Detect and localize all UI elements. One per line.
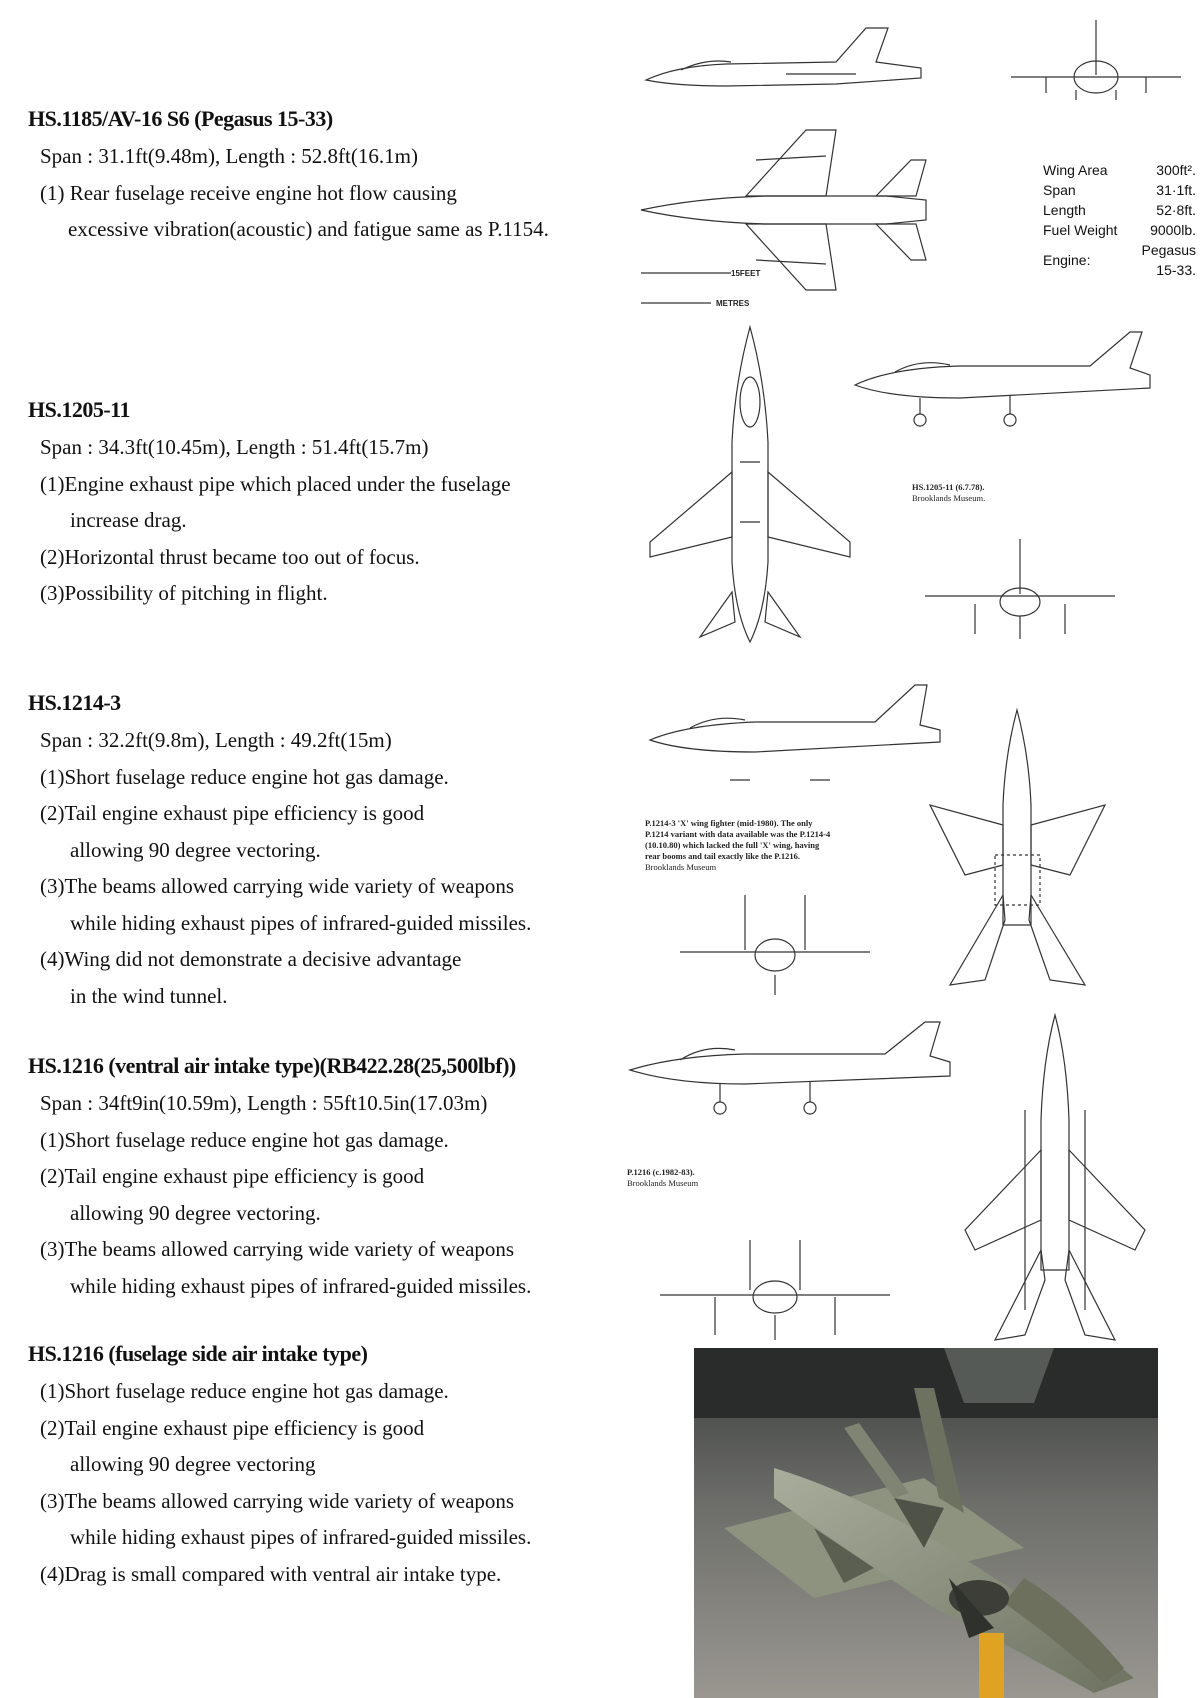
caption-line: P.1214-3 'X' wing fighter (mid-1980). The only bbox=[645, 818, 813, 828]
point-line: (3)The beams allowed carrying wide variety of weapons bbox=[40, 1488, 515, 1513]
section-title: HS.1205-11 bbox=[28, 397, 130, 422]
section-title: HS.1214-3 bbox=[28, 690, 121, 715]
point-line: (2)Tail engine exhaust pipe efficiency is good bbox=[40, 801, 425, 825]
point-line-continued: allowing 90 degree vectoring. bbox=[70, 837, 321, 862]
caption-line: rear booms and tail exactly like the P.1216. bbox=[645, 851, 800, 861]
point-line: (2)Tail engine exhaust pipe efficiency is good bbox=[40, 1164, 425, 1188]
aircraft-model-photo-image bbox=[694, 1348, 1158, 1698]
spec-row bbox=[1043, 180, 1196, 200]
section-title: HS.1216 (fuselage side air intake type) bbox=[28, 1341, 368, 1366]
section-hs1185 bbox=[28, 106, 628, 248]
spec-row bbox=[1043, 200, 1196, 220]
point-line: (1)Short fuselage reduce engine hot gas damage. bbox=[40, 1127, 449, 1152]
hs1216-front-view-drawing bbox=[655, 1235, 895, 1345]
caption-line: Brooklands Museum bbox=[645, 862, 717, 872]
spec-line: Span : 32.2ft(9.8m), Length : 49.2ft(15m) bbox=[40, 728, 392, 752]
section-title: HS.1216 (ventral air intake type)(RB422.28(25,500lbf)) bbox=[28, 1053, 516, 1078]
hs1216-caption bbox=[627, 1167, 698, 1189]
plan-view-wing-upper bbox=[746, 130, 836, 196]
hs1216-plan-view-drawing bbox=[955, 1010, 1155, 1350]
figure-hs1185-drawing bbox=[636, 10, 1196, 310]
spec-row bbox=[1043, 240, 1196, 280]
point-line: (3)The beams allowed carrying wide variety of weapons bbox=[40, 874, 515, 898]
point-line: (4)Wing did not demonstrate a decisive advantage bbox=[40, 947, 462, 971]
hs1205-caption bbox=[912, 482, 985, 504]
hs1214-caption bbox=[645, 818, 830, 873]
hs1216-model-photo bbox=[694, 1348, 1158, 1698]
hs1214-front-view-drawing bbox=[675, 890, 875, 1000]
point-line-continued: in the wind tunnel. bbox=[70, 983, 228, 1008]
hs1185-front-view-drawing bbox=[1006, 15, 1186, 105]
section-hs1214 bbox=[28, 690, 628, 1014]
figure-hs1205-drawing bbox=[640, 322, 1160, 652]
hs1216-side-view-drawing bbox=[625, 1020, 955, 1130]
hs1185-three-view-drawing bbox=[636, 10, 966, 310]
point-line-continued: increase drag. bbox=[70, 508, 187, 532]
point-line: (1)Short fuselage reduce engine hot gas damage. bbox=[40, 764, 449, 789]
caption-line: Brooklands Museum bbox=[627, 1178, 699, 1188]
spec-label: Fuel Weight bbox=[1043, 222, 1118, 238]
hs1214-plan-view-drawing bbox=[925, 705, 1110, 995]
plan-view-wing-lower bbox=[746, 224, 836, 290]
spec-line: Span : 34ft9in(10.59m), Length : 55ft10.5in(17.03m) bbox=[40, 1091, 488, 1115]
hs1185-spec-table bbox=[1043, 160, 1196, 280]
spec-value: 300ft². bbox=[1156, 162, 1196, 178]
section-hs1216-ventral bbox=[28, 1053, 628, 1304]
hs1205-side-view-drawing bbox=[850, 330, 1160, 440]
point-line: (1)Engine exhaust pipe which placed under the fuselage bbox=[40, 471, 511, 496]
spec-label: Engine: bbox=[1043, 252, 1091, 268]
point-line: (1)Short fuselage reduce engine hot gas damage. bbox=[40, 1379, 449, 1403]
point-line: (3)Possibility of pitching in flight. bbox=[40, 581, 328, 605]
hs1214-side-view-drawing bbox=[645, 680, 945, 795]
spec-label: Span bbox=[1043, 182, 1076, 198]
spec-value: 31·1ft. bbox=[1156, 182, 1196, 198]
caption-line: P.1214 variant with data available was the P.1214-4 bbox=[645, 829, 831, 839]
caption-line: HS.1205-11 (6.7.78). bbox=[912, 482, 985, 492]
caption-line: (10.10.80) which lacked the full 'X' wing, having bbox=[645, 840, 820, 850]
point-line-continued: excessive vibration(acoustic) and fatigue same as P.1154. bbox=[68, 217, 549, 241]
side-view-fuselage bbox=[646, 28, 921, 86]
spec-row bbox=[1043, 160, 1196, 180]
hs1205-front-view-drawing bbox=[920, 534, 1120, 644]
point-line-continued: while hiding exhaust pipes of infrared-guided missiles. bbox=[70, 1273, 532, 1298]
point-line-continued: while hiding exhaust pipes of infrared-guided missiles. bbox=[70, 910, 532, 935]
spec-label: Wing Area bbox=[1043, 162, 1108, 178]
caption-line: P.1216 (c.1982-83). bbox=[627, 1167, 695, 1177]
scale-metres-label: METRES bbox=[716, 299, 750, 308]
spec-value: Pegasus 15-33. bbox=[1141, 242, 1196, 278]
hs1205-plan-view-drawing bbox=[640, 322, 860, 647]
point-line-continued: allowing 90 degree vectoring. bbox=[70, 1200, 321, 1225]
point-line: (3)The beams allowed carrying wide variety of weapons bbox=[40, 1237, 515, 1261]
scale-feet-label: 15FEET bbox=[731, 269, 761, 278]
point-line: (2)Horizontal thrust became too out of focus. bbox=[40, 544, 420, 569]
figure-hs1216-drawing bbox=[625, 1010, 1195, 1350]
spec-value: 9000lb. bbox=[1150, 222, 1196, 238]
plan-view-fuselage bbox=[641, 196, 926, 224]
spec-label: Length bbox=[1043, 202, 1086, 218]
caption-line: Brooklands Museum. bbox=[912, 493, 986, 503]
figure-hs1214-drawing bbox=[645, 680, 1190, 1000]
point-line-continued: while hiding exhaust pipes of infrared-guided missiles. bbox=[70, 1525, 532, 1549]
section-title: HS.1185/AV-16 S6 (Pegasus 15-33) bbox=[28, 106, 333, 131]
spec-row bbox=[1043, 220, 1196, 240]
spec-value: 52·8ft. bbox=[1156, 202, 1196, 218]
point-line: (1) Rear fuselage receive engine hot flow causing bbox=[40, 180, 457, 205]
spec-line: Span : 31.1ft(9.48m), Length : 52.8ft(16.1m) bbox=[40, 144, 418, 168]
section-hs1216-side-intake bbox=[28, 1341, 628, 1592]
spec-line: Span : 34.3ft(10.45m), Length : 51.4ft(15.7m) bbox=[40, 435, 429, 459]
point-line: (2)Tail engine exhaust pipe efficiency is good bbox=[40, 1415, 425, 1440]
point-line: (4)Drag is small compared with ventral air intake type. bbox=[40, 1561, 502, 1586]
point-line-continued: allowing 90 degree vectoring bbox=[70, 1452, 316, 1476]
section-hs1205 bbox=[28, 397, 628, 612]
